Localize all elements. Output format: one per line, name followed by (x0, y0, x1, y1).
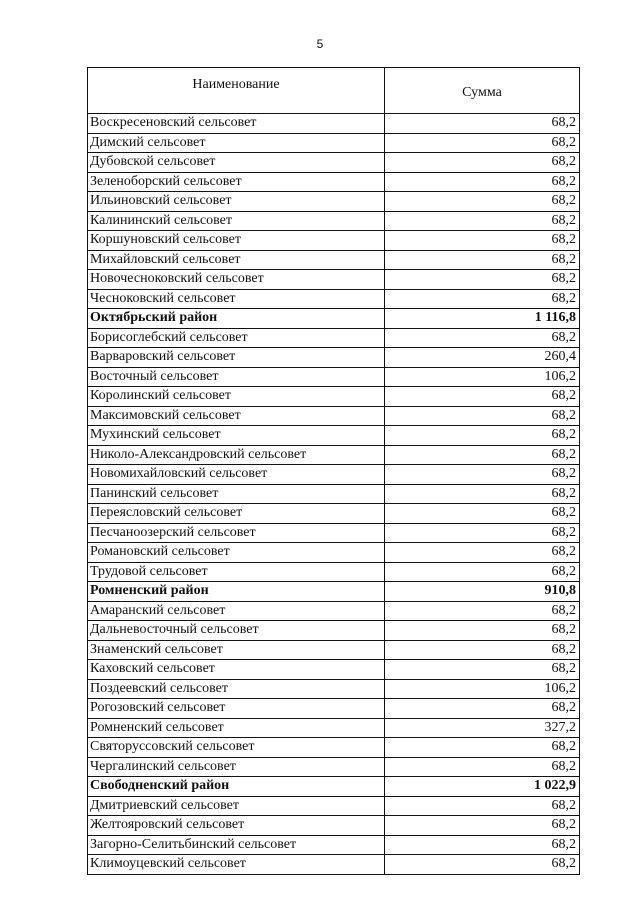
district-name-cell: Октябрьский район (88, 309, 385, 329)
sum-cell: 68,2 (385, 621, 580, 641)
name-cell: Новомихайловский сельсовет (88, 465, 385, 485)
sum-cell: 68,2 (385, 660, 580, 680)
table-row (88, 426, 580, 446)
sum-cell: 68,2 (385, 426, 580, 446)
table-row (88, 211, 580, 231)
sum-cell: 68,2 (385, 835, 580, 855)
sum-cell: 68,2 (385, 231, 580, 251)
name-cell: Желтояровский сельсовет (88, 816, 385, 836)
name-cell: Димский сельсовет (88, 133, 385, 153)
district-total-row (88, 309, 580, 329)
sum-cell: 68,2 (385, 153, 580, 173)
table-row (88, 367, 580, 387)
sum-cell: 68,2 (385, 192, 580, 212)
table-row (88, 855, 580, 875)
sum-cell: 68,2 (385, 816, 580, 836)
district-sum-cell: 1 022,9 (385, 777, 580, 797)
name-cell: Песчаноозерский сельсовет (88, 523, 385, 543)
table-row (88, 796, 580, 816)
sum-cell: 68,2 (385, 738, 580, 758)
budget-table (87, 67, 580, 875)
table-body (88, 114, 580, 875)
name-cell: Новочесноковский сельсовет (88, 270, 385, 290)
name-cell: Дубовской сельсовет (88, 153, 385, 173)
sum-cell: 68,2 (385, 133, 580, 153)
name-cell: Борисоглебский сельсовет (88, 328, 385, 348)
name-cell: Восточный сельсовет (88, 367, 385, 387)
table-row (88, 133, 580, 153)
table-row (88, 835, 580, 855)
name-cell: Ильиновский сельсовет (88, 192, 385, 212)
district-sum-cell: 1 116,8 (385, 309, 580, 329)
table-row (88, 465, 580, 485)
sum-cell: 327,2 (385, 718, 580, 738)
name-cell: Чесноковский сельсовет (88, 289, 385, 309)
table-row (88, 699, 580, 719)
name-cell: Поздеевский сельсовет (88, 679, 385, 699)
name-cell: Дмитриевский сельсовет (88, 796, 385, 816)
sum-cell: 68,2 (385, 601, 580, 621)
district-name-cell: Свободненский район (88, 777, 385, 797)
name-cell: Николо-Александровский сельсовет (88, 445, 385, 465)
table-row (88, 738, 580, 758)
table-row (88, 153, 580, 173)
name-cell: Переясловский сельсовет (88, 504, 385, 524)
sum-cell: 68,2 (385, 270, 580, 290)
name-cell: Святоруссовский сельсовет (88, 738, 385, 758)
name-cell: Дальневосточный сельсовет (88, 621, 385, 641)
sum-cell: 68,2 (385, 543, 580, 563)
name-cell: Ромненский сельсовет (88, 718, 385, 738)
name-cell: Чергалинский сельсовет (88, 757, 385, 777)
district-total-row (88, 582, 580, 602)
sum-cell: 68,2 (385, 445, 580, 465)
table-row (88, 816, 580, 836)
name-cell: Амаранский сельсовет (88, 601, 385, 621)
table-row (88, 231, 580, 251)
table-row (88, 523, 580, 543)
table-row (88, 484, 580, 504)
name-cell: Рогозовский сельсовет (88, 699, 385, 719)
column-header-name: Наименование (88, 68, 385, 114)
table-row (88, 640, 580, 660)
district-total-row (88, 777, 580, 797)
table-row (88, 757, 580, 777)
sum-cell: 68,2 (385, 757, 580, 777)
sum-cell: 68,2 (385, 504, 580, 524)
table-row (88, 270, 580, 290)
sum-cell: 68,2 (385, 406, 580, 426)
table-row (88, 621, 580, 641)
district-name-cell: Ромненский район (88, 582, 385, 602)
header-row (88, 68, 580, 114)
table-row (88, 562, 580, 582)
table-row (88, 348, 580, 368)
table-row (88, 660, 580, 680)
sum-cell: 68,2 (385, 465, 580, 485)
name-cell: Михайловский сельсовет (88, 250, 385, 270)
sum-cell: 68,2 (385, 640, 580, 660)
sum-cell: 68,2 (385, 855, 580, 875)
sum-cell: 68,2 (385, 484, 580, 504)
sum-cell: 68,2 (385, 699, 580, 719)
sum-cell: 68,2 (385, 796, 580, 816)
table-row (88, 192, 580, 212)
name-cell: Зеленоборский сельсовет (88, 172, 385, 192)
sum-cell: 68,2 (385, 289, 580, 309)
sum-cell: 68,2 (385, 328, 580, 348)
name-cell: Калининский сельсовет (88, 211, 385, 231)
table-row (88, 406, 580, 426)
table-row (88, 718, 580, 738)
page-number: 5 (316, 37, 324, 51)
name-cell: Трудовой сельсовет (88, 562, 385, 582)
district-sum-cell: 910,8 (385, 582, 580, 602)
table-row (88, 543, 580, 563)
sum-cell: 106,2 (385, 367, 580, 387)
table-row (88, 601, 580, 621)
table-row (88, 504, 580, 524)
table-row (88, 328, 580, 348)
name-cell: Варваровский сельсовет (88, 348, 385, 368)
table-row (88, 289, 580, 309)
sum-cell: 106,2 (385, 679, 580, 699)
sum-cell: 68,2 (385, 387, 580, 407)
table-row (88, 445, 580, 465)
name-cell: Панинский сельсовет (88, 484, 385, 504)
name-cell: Знаменский сельсовет (88, 640, 385, 660)
sum-cell: 68,2 (385, 211, 580, 231)
table-row (88, 679, 580, 699)
table-header (88, 68, 580, 114)
name-cell: Каховский сельсовет (88, 660, 385, 680)
sum-cell: 260,4 (385, 348, 580, 368)
table-row (88, 387, 580, 407)
name-cell: Максимовский сельсовет (88, 406, 385, 426)
name-cell: Мухинский сельсовет (88, 426, 385, 446)
table-row (88, 250, 580, 270)
sum-cell: 68,2 (385, 523, 580, 543)
sum-cell: 68,2 (385, 250, 580, 270)
name-cell: Воскресеновский сельсовет (88, 114, 385, 134)
name-cell: Коршуновский сельсовет (88, 231, 385, 251)
sum-cell: 68,2 (385, 172, 580, 192)
column-header-sum: Сумма (385, 68, 580, 114)
name-cell: Королинский сельсовет (88, 387, 385, 407)
sum-cell: 68,2 (385, 562, 580, 582)
name-cell: Климоуцевский сельсовет (88, 855, 385, 875)
sum-cell: 68,2 (385, 114, 580, 134)
name-cell: Романовский сельсовет (88, 543, 385, 563)
name-cell: Загорно-Селитьбинский сельсовет (88, 835, 385, 855)
table-row (88, 114, 580, 134)
table-row (88, 172, 580, 192)
